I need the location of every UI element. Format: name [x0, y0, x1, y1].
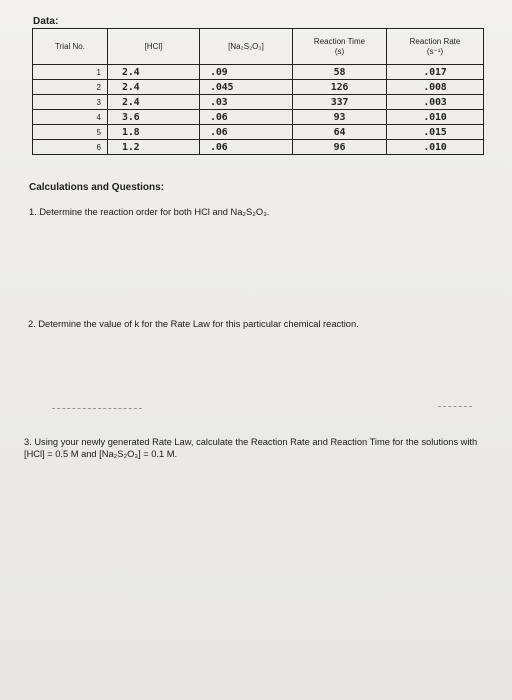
- reaction-rate-value-cell: .010: [387, 110, 484, 125]
- trial-number-cell: 4: [33, 110, 108, 125]
- table-row: [33, 65, 484, 80]
- trial-number-cell: 6: [33, 140, 108, 155]
- table-row: [33, 140, 484, 155]
- hcl-value-cell: 2.4: [108, 65, 200, 80]
- header-hcl: [HCl]: [108, 29, 200, 65]
- reaction-rate-value-cell: .017: [387, 65, 484, 80]
- table-row: [33, 110, 484, 125]
- hcl-value-cell: 1.2: [108, 140, 200, 155]
- table-row: [33, 125, 484, 140]
- hcl-value-cell: 1.8: [108, 125, 200, 140]
- trial-number-cell: 2: [33, 80, 108, 95]
- hcl-value-cell: 2.4: [108, 80, 200, 95]
- question-3: 3. Using your newly generated Rate Law, calculate the Reaction Rate and Reaction Time for the solutions with [HCl] = 0.5 M and [Na₂S₂O₃] = 0.1 M.: [24, 437, 478, 459]
- header-reaction-rate-label: Reaction Rate: [409, 36, 461, 46]
- hcl-value-cell: 2.4: [108, 95, 200, 110]
- table-row: [33, 80, 484, 95]
- reaction-time-value-cell: 64: [293, 125, 387, 140]
- na2s2o3-value-cell: .06: [200, 125, 293, 140]
- reaction-time-value-cell: 337: [293, 95, 387, 110]
- reaction-time-value-cell: 96: [293, 140, 387, 155]
- header-reaction-time-label: Reaction Time: [313, 36, 366, 46]
- reaction-time-value-cell: 58: [293, 65, 387, 80]
- table-header-row: [33, 29, 484, 65]
- header-reaction-rate-unit: (s⁻¹): [426, 46, 444, 56]
- na2s2o3-value-cell: .09: [200, 65, 293, 80]
- reaction-rate-value-cell: .010: [387, 140, 484, 155]
- table-row: [33, 95, 484, 110]
- trial-number-cell: 5: [33, 125, 108, 140]
- reaction-rate-value-cell: .008: [387, 80, 484, 95]
- calculations-questions-heading: Calculations and Questions:: [29, 182, 165, 193]
- trial-number-cell: 3: [33, 95, 108, 110]
- reaction-rate-value-cell: .003: [387, 95, 484, 110]
- na2s2o3-value-cell: .03: [200, 95, 293, 110]
- reaction-data-table: [32, 28, 484, 155]
- na2s2o3-value-cell: .06: [200, 140, 293, 155]
- na2s2o3-value-cell: .045: [200, 80, 293, 95]
- reaction-time-value-cell: 93: [293, 110, 387, 125]
- data-title: Data:: [33, 16, 59, 27]
- faint-answer-line-right: [438, 406, 472, 408]
- na2s2o3-value-cell: .06: [200, 110, 293, 125]
- question-2: 2. Determine the value of k for the Rate Law for this particular chemical reaction.: [28, 319, 359, 329]
- data-table-wrapper: [32, 28, 483, 153]
- header-reaction-time-unit: (s): [334, 46, 345, 56]
- reaction-time-value-cell: 126: [293, 80, 387, 95]
- reaction-rate-value-cell: .015: [387, 125, 484, 140]
- trial-number-cell: 1: [33, 65, 108, 80]
- faint-answer-line-left: [52, 408, 142, 410]
- question-1: 1. Determine the reaction order for both HCl and Na₂S₂O₃.: [29, 207, 270, 217]
- hcl-value-cell: 3.6: [108, 110, 200, 125]
- header-na2s2o3: [Na₂S₂O₃]: [200, 29, 293, 65]
- header-reaction-rate: [387, 29, 484, 65]
- header-reaction-time: [293, 29, 387, 65]
- header-trial-no: Trial No.: [33, 29, 108, 65]
